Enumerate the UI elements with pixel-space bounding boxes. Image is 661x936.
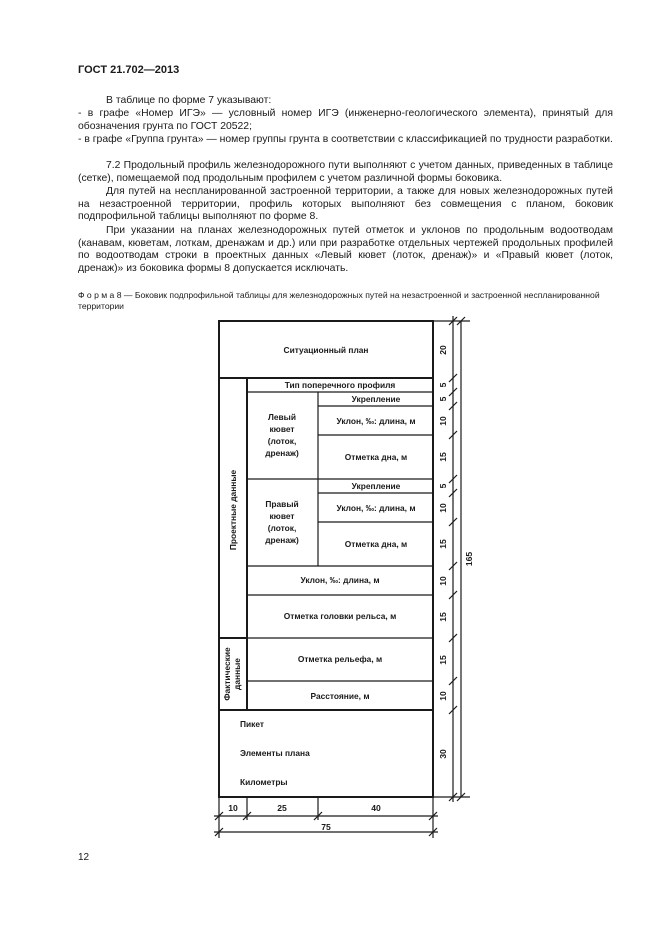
- project-data-label: Проектные данные: [228, 469, 238, 551]
- actual-data-line-1: Фактические: [222, 647, 232, 701]
- left-ditch-line-2: кювет: [269, 424, 295, 434]
- right-ditch-line-4: дренаж): [265, 535, 299, 545]
- paragraph-3: - в графе «Группа грунта» — номер группы грунта в соответствии с классификацией по трудности разработки.: [78, 134, 613, 145]
- col-width-1: 10: [228, 803, 238, 813]
- total-height: 165: [464, 551, 474, 567]
- paragraph-5: Для путей на неспланированной застроенной территории, а также для новых железнодорожных путей на незастроенной территории, профиль которых выполняют без совмещения с планом, боковик подпрофильной таблицы выполняют по форме 8.: [78, 186, 613, 223]
- row-height-11: 15: [438, 655, 448, 665]
- kilometers-label: Километры: [240, 777, 288, 787]
- row-height-2: 5: [438, 382, 448, 388]
- rail-head-mark-label: Отметка головки рельса, м: [283, 611, 397, 621]
- paragraph-1: В таблице по форме 7 указывают:: [106, 95, 272, 106]
- plan-elements-label: Элементы плана: [240, 748, 310, 758]
- row-height-12: 10: [438, 691, 448, 701]
- right-ditch-line-2: кювет: [269, 511, 295, 521]
- col-width-3: 40: [371, 803, 381, 813]
- row-height-6: 5: [438, 483, 448, 489]
- left-ditch-line-4: дренаж): [265, 448, 299, 458]
- total-width: 75: [321, 822, 331, 832]
- left-reinforcement-label: Укрепление: [351, 394, 401, 404]
- left-ditch-line-3: (лоток,: [267, 436, 297, 446]
- slope-length-label: Уклон, ‰: длина, м: [300, 575, 380, 585]
- right-slope-length-label: Уклон, ‰: длина, м: [336, 503, 416, 513]
- document-header: ГОСТ 21.702—2013: [78, 64, 180, 76]
- paragraph-4: 7.2 Продольный профиль железнодорожного пути выполняют с учетом данных, приведенных в таблице (сетке), помещаемой под продольным профилем с учетом различной формы боковика.: [78, 160, 613, 184]
- left-slope-length-label: Уклон, ‰: длина, м: [336, 416, 416, 426]
- row-height-1: 20: [438, 345, 448, 355]
- row-height-3: 5: [438, 396, 448, 402]
- row-height-9: 10: [438, 576, 448, 586]
- paragraph-2: - в графе «Номер ИГЭ» — условный номер ИГЭ (инженерно-геологического элемента), принятый для обозначения грунта по ГОСТ 20522;: [78, 108, 613, 132]
- right-ditch-line-1: Правый: [265, 499, 299, 509]
- actual-data-line-2: данные: [232, 658, 242, 690]
- right-reinforcement-label: Укрепление: [351, 481, 401, 491]
- form-caption: Ф о р м а 8 — Боковик подпрофильной таблицы для железнодорожных путей на незастроенной и застроенной неспланированной территории: [78, 290, 600, 311]
- page-number: 12: [78, 852, 90, 863]
- picket-label: Пикет: [240, 719, 265, 729]
- row-height-5: 15: [438, 452, 448, 462]
- situation-plan-label: Ситуационный план: [283, 345, 369, 355]
- paragraph-6: При указании на планах железнодорожных путей отметок и уклонов по продольным водоотводам (канавам, кюветам, лоткам, дренажам и др.) или при разработке отдельных чертежей продольных профилей по водоотводам строки в проектных данных «Левый кювет (лоток, дренаж)» и «Правый кювет (лоток, дренаж)» из боковика формы 8 допускается исключать.: [78, 225, 613, 274]
- distance-label: Расстояние, м: [310, 691, 370, 701]
- row-height-7: 10: [438, 503, 448, 513]
- row-height-4: 10: [438, 416, 448, 426]
- col-width-2: 25: [277, 803, 287, 813]
- right-ditch-line-3: (лоток,: [267, 523, 297, 533]
- cross-profile-type-label: Тип поперечного профиля: [284, 380, 396, 390]
- terrain-mark-label: Отметка рельефа, м: [297, 654, 383, 664]
- right-bottom-mark-label: Отметка дна, м: [344, 539, 408, 549]
- row-height-10: 15: [438, 612, 448, 622]
- left-ditch-line-1: Левый: [268, 412, 296, 422]
- left-bottom-mark-label: Отметка дна, м: [344, 452, 408, 462]
- row-height-8: 15: [438, 539, 448, 549]
- row-height-13: 30: [438, 749, 448, 759]
